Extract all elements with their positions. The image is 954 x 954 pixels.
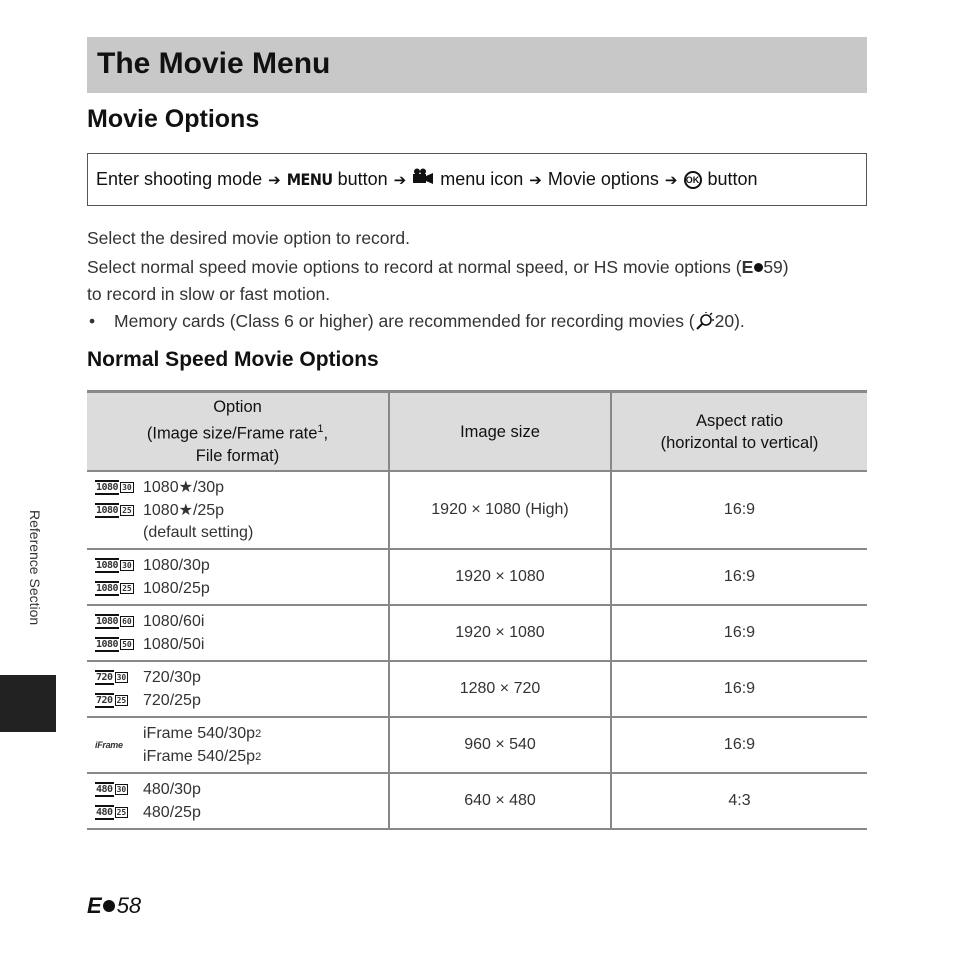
option-label: 720/30p: [143, 668, 201, 686]
movie-1080-30p-icon: 1080 30: [96, 560, 132, 571]
menu-path-box: [87, 153, 867, 206]
option-cell: [87, 717, 389, 773]
option-cell: [87, 661, 389, 717]
paragraph-1: Select the desired movie option to record.: [87, 228, 410, 248]
path-step-shooting-mode: Enter shooting mode: [96, 169, 263, 189]
header-aspect-line2: (horizontal to vertical): [660, 433, 819, 452]
image-size-cell: 1920 × 1080 (High): [389, 471, 611, 549]
page-title: The Movie Menu: [97, 47, 331, 80]
aspect-ratio-cell: 16:9: [611, 471, 867, 549]
ok-button-icon: OK: [684, 171, 702, 189]
image-size-cell: 960 × 540: [389, 717, 611, 773]
image-size-cell: 1920 × 1080: [389, 605, 611, 661]
option-cell: [87, 471, 389, 549]
aspect-ratio-cell: 4:3: [611, 773, 867, 829]
movie-1080-star-30p-icon: 1080 30: [96, 481, 132, 493]
header-aspect-ratio: [611, 392, 867, 472]
arrow-icon: ➔: [268, 171, 281, 189]
movie-720-25p-icon: 720 25: [96, 695, 127, 706]
option-label: 1080/50i: [143, 635, 205, 653]
option-label: 480/25p: [143, 803, 201, 821]
aspect-ratio-cell: 16:9: [611, 661, 867, 717]
side-section-label: Reference Section: [27, 510, 43, 626]
path-step-button: button: [337, 169, 388, 189]
header-option-line2: (Image size/Frame rate: [146, 424, 318, 443]
option-cell: [87, 549, 389, 605]
subsection-title: Normal Speed Movie Options: [87, 348, 379, 371]
bullet-dot: •: [89, 311, 96, 331]
movie-720-30p-icon: 720 30: [96, 672, 127, 683]
paragraph-2-close: ): [782, 257, 789, 277]
arrow-icon: ➔: [529, 171, 542, 189]
bullet-text: Memory cards (Class 6 or higher) are recommended for recording movies (: [114, 311, 695, 331]
table-row: [87, 661, 867, 717]
header-option-comma: ,: [323, 424, 329, 443]
option-label: 480/30p: [143, 780, 201, 798]
option-label: 1080/30p: [143, 556, 210, 574]
movie-1080-star-25p-icon: 1080 25: [96, 504, 132, 516]
table-row: [87, 773, 867, 829]
option-label: 1080/25p: [143, 579, 210, 597]
option-label: 720/25p: [143, 691, 201, 709]
movie-1080-60i-icon: 1080 60: [96, 616, 132, 627]
movie-1080-25p-icon: 1080 25: [96, 583, 132, 594]
header-option-line3: File format): [195, 446, 280, 465]
image-size-cell: 1920 × 1080: [389, 549, 611, 605]
e-reference-icon: E: [742, 257, 764, 278]
option-label: 1080/60i: [143, 612, 205, 630]
default-note: (default setting): [143, 524, 254, 541]
aspect-ratio-cell: 16:9: [611, 605, 867, 661]
path-step-ok-button: button: [707, 169, 758, 189]
tip-page: 20: [714, 311, 735, 331]
table-row: [87, 605, 867, 661]
arrow-icon: ➔: [393, 171, 407, 189]
image-size-cell: 640 × 480: [389, 773, 611, 829]
menu-path: [96, 168, 758, 191]
option-label: 1080★/25p: [143, 502, 225, 519]
option-label: iFrame 540/30p: [143, 724, 256, 742]
movie-options-table: [87, 390, 867, 830]
table-row: [87, 717, 867, 773]
path-step-movie-options: Movie options: [547, 169, 659, 189]
table-header-row: [87, 392, 867, 472]
header-image-size: Image size: [389, 392, 611, 472]
footnote-marker: 1: [317, 423, 324, 436]
table-row: [87, 471, 867, 549]
bullet-close: ).: [734, 311, 745, 331]
iframe-icon: iFrame: [95, 740, 123, 750]
movie-480-25p-icon: 480 25: [96, 807, 127, 818]
movie-480-30p-icon: 480 30: [96, 784, 127, 795]
movie-1080-50i-icon: 1080 50: [96, 639, 132, 650]
option-label: iFrame 540/25p: [143, 747, 256, 765]
section-tab-marker: [0, 675, 56, 732]
option-cell: [87, 605, 389, 661]
aspect-ratio-cell: 16:9: [611, 549, 867, 605]
movie-camera-icon: [412, 168, 434, 191]
menu-button-icon: MENU: [286, 170, 333, 189]
header-option: [87, 392, 389, 472]
reference-page: 59: [763, 257, 783, 277]
header-band: [87, 37, 867, 93]
e-reference-icon: E: [87, 893, 115, 919]
image-size-cell: 1280 × 720: [389, 661, 611, 717]
table-row: [87, 549, 867, 605]
header-option-line1: Option: [213, 398, 262, 417]
footnote-marker: 2: [255, 750, 262, 763]
option-label: 1080★/30p: [143, 479, 225, 496]
bullet-item: [89, 311, 745, 332]
page-number-value: 58: [116, 893, 142, 918]
page-number: [87, 893, 141, 919]
paragraph-2-cont: to record in slow or fast motion.: [87, 284, 331, 304]
option-cell: [87, 773, 389, 829]
paragraph-2: [87, 257, 789, 278]
aspect-ratio-cell: 16:9: [611, 717, 867, 773]
arrow-icon: ➔: [664, 171, 678, 189]
footnote-marker: 2: [255, 727, 262, 740]
header-aspect-line1: Aspect ratio: [695, 411, 784, 430]
path-step-menu-icon: menu icon: [440, 169, 524, 189]
tip-icon: [695, 311, 715, 331]
section-title: Movie Options: [87, 105, 260, 133]
paragraph-2-text: Select normal speed movie options to record at normal speed, or HS movie options (: [87, 257, 742, 277]
